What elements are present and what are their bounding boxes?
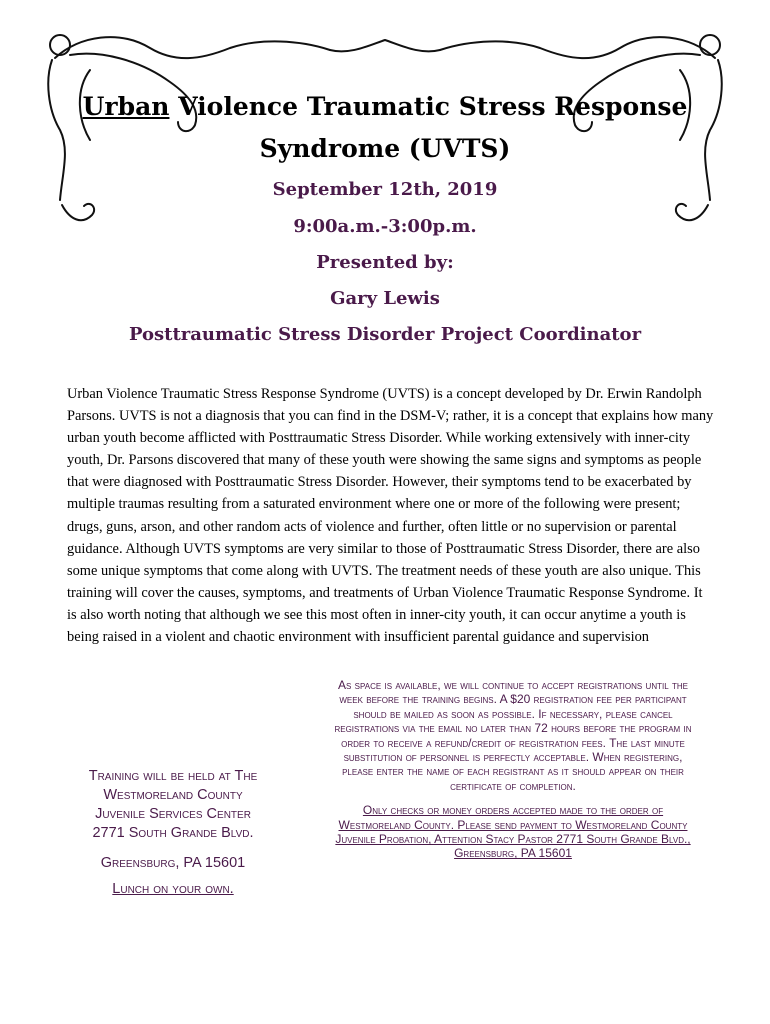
title-line-1: [0, 86, 770, 128]
location-block: [62, 767, 284, 899]
title-line-2: Syndrome (UVTS): [259, 134, 511, 163]
title-word-traumatic: Traumatic: [306, 92, 450, 121]
location-line: Training will be held at The: [88, 768, 258, 784]
lunch-note: Lunch on your own.: [112, 881, 234, 897]
title-word-response: Response: [554, 92, 688, 121]
location-line: Westmoreland County: [103, 787, 243, 803]
location-city: Greensburg, PA 15601: [100, 855, 246, 871]
location-line: 2771 South Grande Blvd.: [92, 825, 254, 841]
presenter-title: Posttraumatic Stress Disorder Project Coordinator: [128, 324, 642, 345]
title-word-stress: Stress: [458, 92, 546, 121]
event-time: 9:00a.m.-3:00p.m.: [293, 216, 477, 237]
registration-info: As space is available, we will continue to accept registrations until the week before the training begins. A $20 registration fee per participant should be mailed as soon as possible. If necessary, please cancel registrations via the email no later than 72 hours before the program in order to receive a refund/credit of registration fees. The last minute substitution of personnel is perfectly acceptable. When registering, please enter the name of each registrant as it should appear on their certificate of completion.: [334, 678, 692, 793]
presenter-name: Gary Lewis: [330, 288, 440, 309]
event-date: September 12th, 2019: [272, 179, 498, 200]
location-line: Juvenile Services Center: [95, 806, 251, 822]
title-word-urban: Urban: [82, 92, 170, 121]
payment-info: Only checks or money orders accepted made to the order of Westmoreland County. Please send payment to Westmoreland County Juvenile Probation, Attention Stacy Pastor 2771 South Grande Blvd., Greensburg, PA 15601: [335, 803, 691, 861]
registration-block: [334, 678, 692, 861]
description-paragraph: Urban Violence Traumatic Stress Response Syndrome (UVTS) is a concept developed by Dr. Erwin Randolph Parsons. UVTS is not a diagnosis that you can find in the DSM-V; rather, it is a concept that explains how many urban youth become afflicted with Posttraumatic Stress Disorder. While working extensively with inner-city youth, Dr. Parsons discovered that many of these youth were showing the same signs and symptoms as people that were diagnosed with Posttraumatic Stress Disorder. However, their symptoms tend to be exacerbated by multiple traumas resulting from a saturated environment where one or more of the following were present; drugs, guns, arson, and other random acts of violence and further, often little or no supervision or parental guidance. Although UVTS symptoms are very similar to those of Posttraumatic Stress Disorder, there are also some unique symptoms that come along with UVTS. The treatment needs of these youth are also unique. This training will cover the causes, symptoms, and treatments of Urban Violence Traumatic Response Syndrome. It is also worth noting that although we see this most often in inner-city youth, it can occur anytime a youth is being raised in a violent and chaotic environment with insufficient parental guidance and supervision: [67, 386, 714, 646]
presented-by-label: Presented by:: [316, 252, 454, 273]
document-title: [0, 86, 770, 170]
title-word-violence: Violence: [178, 92, 299, 121]
